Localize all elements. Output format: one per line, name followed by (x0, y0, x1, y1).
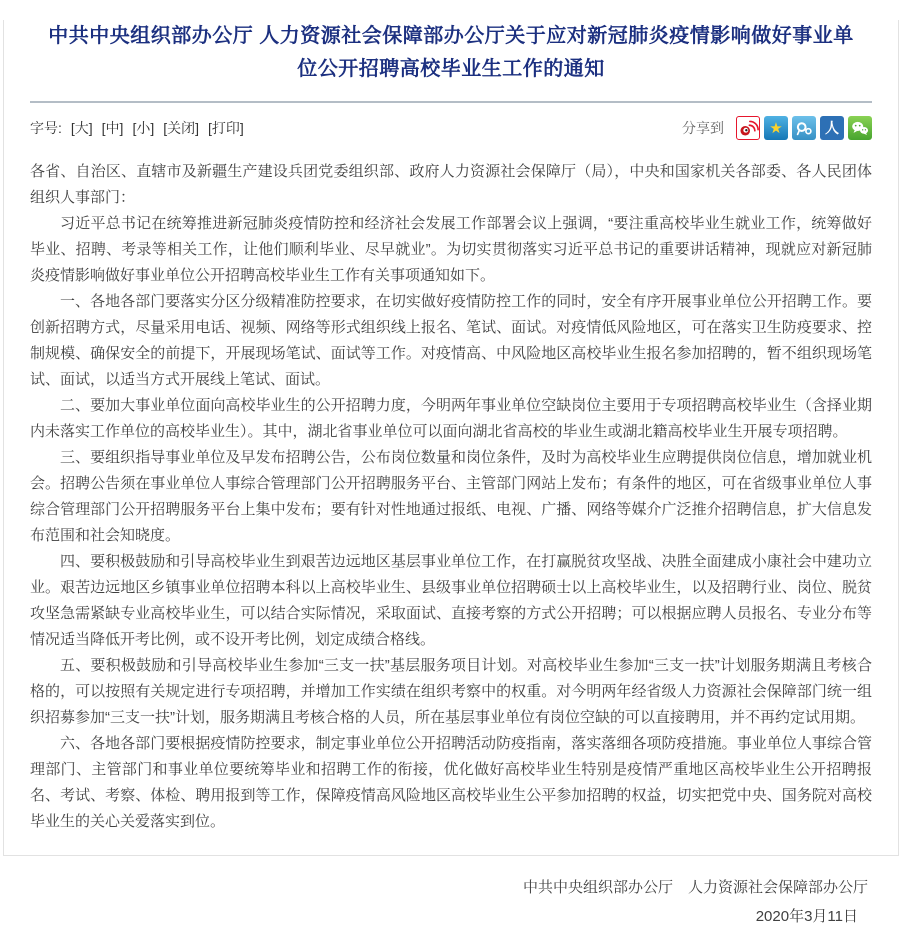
font-size-controls (30, 118, 244, 138)
sina-weibo-eye-icon (737, 117, 759, 139)
intro-paragraph: 习近平总书记在统筹推进新冠肺炎疫情防控和经济社会发展工作部署会议上强调，“要注重高校毕业生就业工作，统筹做好毕业、招聘、考录等相关工作，让他们顺利毕业、尽早就业”。为切实贯彻落实习近平总书记的重要讲话精神，现就应对新冠肺炎疫情影响做好事业单位公开招聘高校毕业生工作有关事项通知如下。 (30, 215, 872, 284)
page-title: 中共中央组织部办公厅 人力资源社会保障部办公厅关于应对新冠肺炎疫情影响做好事业单位公开招聘高校毕业生工作的通知 (48, 25, 854, 80)
share-bar (682, 116, 872, 140)
share-sina-weibo-icon[interactable] (736, 116, 760, 140)
toolbar (30, 115, 872, 141)
item-4-paragraph: 四、要积极鼓励和引导高校毕业生到艰苦边远地区基层事业单位工作，在打赢脱贫攻坚战、决胜全面建成小康社会中建功立业。艰苦边远地区乡镇事业单位招聘本科以上高校毕业生、县级事业单位招聘硕士以上高校毕业生，以及招聘行业、岗位、脱贫攻坚急需紧缺专业高校毕业生，可以结合实际情况，采取面试、直接考察的方式公开招聘；可以根据应聘人员报名、专业分布等情况适当降低开考比例，或不设开考比例，划定成绩合格线。 (30, 553, 872, 648)
item-2-paragraph: 二、要加大事业单位面向高校毕业生的公开招聘力度，今明两年事业单位空缺岗位主要用于专项招聘高校毕业生（含择业期内未落实工作单位的高校毕业生）。其中，湖北省事业单位可以面向湖北省高校的毕业生或湖北籍高校毕业生开展专项招聘。 (30, 397, 872, 440)
font-large-button[interactable]: [大] (70, 120, 93, 136)
title-divider (30, 101, 872, 103)
share-renren-icon[interactable] (820, 116, 844, 140)
item-5-paragraph: 五、要积极鼓励和引导高校毕业生参加“三支一扶”基层服务项目计划。对高校毕业生参加“三支一扶”计划服务期满且考核合格的，可以按照有关规定进行专项招聘，并增加工作实绩在组织考察中的权重。对今明两年经省级人力资源社会保障部门统一组织招募参加“三支一扶”计划，服务期满且考核合格的人员，所在基层事业单位有岗位空缺的可以直接聘用，并不再约定试用期。 (30, 657, 872, 726)
share-qzone-icon[interactable] (764, 116, 788, 140)
signature-org: 中共中央组织部办公厅 人力资源社会保障部办公厅 (522, 879, 868, 896)
share-wechat-icon[interactable] (848, 116, 872, 140)
font-size-label: 字号: (30, 120, 62, 136)
wechat-bubbles-icon (849, 117, 871, 139)
renren-glyph-icon: 人 (825, 120, 839, 136)
share-tencent-weibo-icon[interactable] (792, 116, 816, 140)
item-3-paragraph: 三、要组织指导事业单位及早发布招聘公告，公布岗位数量和岗位条件，及时为高校毕业生应聘提供岗位信息，增加就业机会。招聘公告须在事业单位人事综合管理部门公开招聘服务平台、主管部门网站上发布；有条件的地区，可在省级事业单位人事综合管理部门公开招聘服务平台上集中发布；要有针对性地通过报纸、电视、广播、网络等媒介广泛推介招聘信息，扩大信息发布范围和社会知晓度。 (30, 449, 872, 544)
font-small-button[interactable]: [小] (132, 120, 155, 136)
item-1-paragraph: 一、各地各部门要落实分区分级精准防控要求，在切实做好疫情防控工作的同时，安全有序开展事业单位公开招聘工作。要创新招聘方式，尽量采用电话、视频、网络等形式组织线上报名、笔试、面试。对疫情低风险地区，可在落实卫生防疫要求、控制规模、确保安全的前提下，开展现场笔试、面试等工作。对疫情高、中风险地区高校毕业生报名参加招聘的，暂不组织现场笔试、面试，以适当方式开展线上笔试、面试。 (30, 293, 872, 388)
notice-page (3, 20, 899, 925)
article-body (30, 159, 872, 835)
print-button[interactable]: [打印] (208, 120, 244, 136)
item-6-paragraph: 六、各地各部门要根据疫情防控要求，制定事业单位公开招聘活动防疫指南，落实落细各项防疫措施。事业单位人事综合管理部门、主管部门和事业单位要统筹毕业和招聘工作的衔接，优化做好高校毕业生特别是疫情严重地区高校毕业生公开招聘报名、考试、考察、体检、聘用报到等工作，保障疫情高风险地区高校毕业生公平参加招聘的权益，切实把党中央、国务院对高校毕业生的关心关爱落实到位。 (30, 735, 872, 830)
qzone-star-icon: ★ (769, 120, 783, 137)
salutation-paragraph: 各省、自治区、直辖市及新疆生产建设兵团党委组织部、政府人力资源社会保障厅（局），中央和国家机关各部委、各人民团体组织人事部门： (30, 163, 872, 206)
signature-block (34, 873, 868, 931)
share-label: 分享到 (682, 120, 724, 136)
font-medium-button[interactable]: [中] (101, 120, 124, 136)
tencent-weibo-glyph-icon (793, 117, 815, 139)
close-button[interactable]: [关闭] (163, 120, 200, 136)
signature-date: 2020年3月11日 (755, 908, 858, 925)
